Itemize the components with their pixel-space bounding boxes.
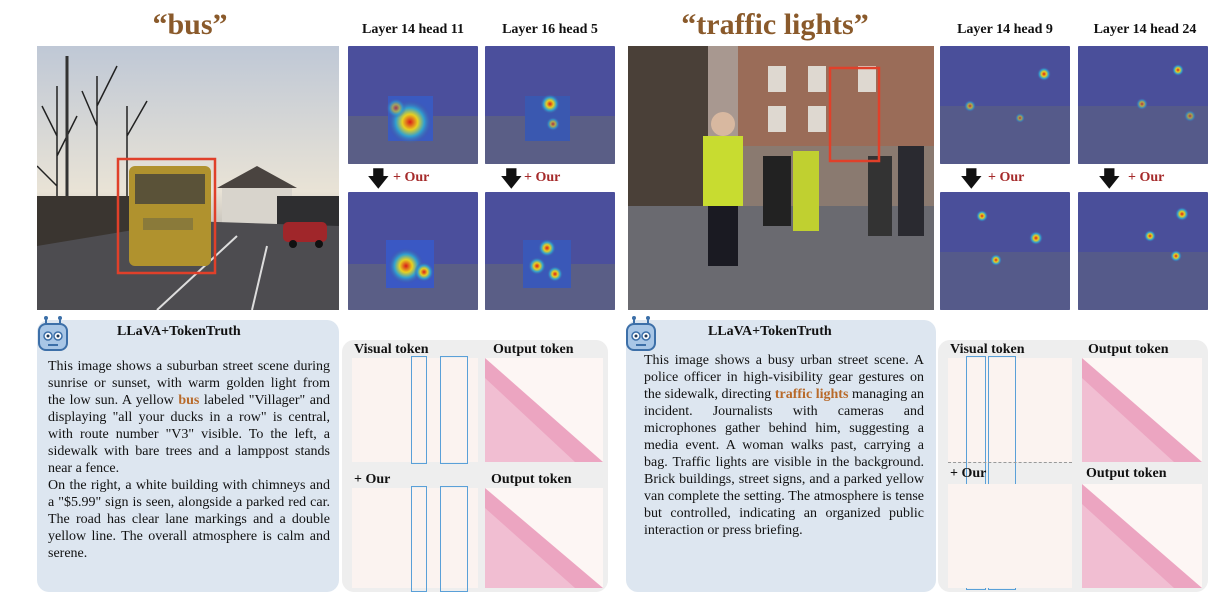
heatmap-l14h24-ours	[1078, 192, 1208, 310]
right-description	[644, 352, 924, 539]
heatmap-l16h5	[485, 46, 615, 164]
right-output-token-label: Output token	[1088, 342, 1169, 357]
right-visual-token-label: Visual token	[950, 342, 1025, 357]
right-desc-part-1: This image shows a busy urban street scene. A police officer in high-visibility gear gestures on the sidewalk, directing	[644, 353, 924, 402]
left-token-highlight-2	[440, 356, 468, 464]
right-output-token-label-2: Output token	[1086, 466, 1167, 481]
right-plus-our-token-label: + Our	[950, 466, 987, 481]
left-token-highlight-1	[411, 356, 427, 464]
arrow-down-icon: 🡇	[960, 166, 983, 191]
right-desc-part-3: managing an incident. Journalists with cameras and microphones gather behind him, suggesting a media event. A woman walks past, carrying a bag. Traffic lights are visible in the background. Brick buildings, street signs, and a parked yellow van complete the setting. The atmosphere is tense but controlled, indicating an organized public interaction or press briefing.	[644, 387, 924, 538]
right-divider	[948, 462, 1072, 463]
heatmap-l14h9	[940, 46, 1070, 164]
right-header-2: Layer 14 head 24	[1093, 22, 1197, 37]
right-title: “traffic lights”	[681, 8, 869, 41]
left-header-2: Layer 16 head 5	[502, 22, 598, 37]
heatmap-l14h11-ours	[348, 192, 478, 310]
left-plus-our-token-label: + Our	[354, 472, 391, 487]
left-output-token-map-1	[485, 358, 603, 462]
right-header-1: Layer 14 head 9	[957, 22, 1053, 37]
left-description	[48, 358, 330, 562]
right-visual-token-panel-2	[948, 484, 1072, 588]
right-plus-our-1: + Our	[988, 170, 1025, 185]
right-bot-label: LLaVA+TokenTruth	[708, 324, 832, 339]
left-plus-our-1: + Our	[393, 170, 430, 185]
left-plus-our-2: + Our	[524, 170, 561, 185]
left-output-token-label: Output token	[493, 342, 574, 357]
robot-icon	[36, 316, 70, 361]
left-output-token-map-2	[485, 488, 603, 588]
left-token-highlight-3	[411, 486, 427, 592]
street-photo	[628, 46, 934, 310]
right-desc-highlight: traffic lights	[774, 387, 849, 402]
left-output-token-label-2: Output token	[491, 472, 572, 487]
bus-photo	[37, 46, 339, 310]
left-desc-highlight: bus	[178, 393, 200, 408]
left-token-highlight-4	[440, 486, 468, 592]
heatmap-l14h9-ours	[940, 192, 1070, 310]
left-title: “bus”	[152, 8, 228, 41]
arrow-down-icon: 🡇	[500, 166, 523, 191]
heatmap-l14h11	[348, 46, 478, 164]
left-bot-label: LLaVA+TokenTruth	[117, 324, 241, 339]
left-desc-part-3: labeled "Villager" and displaying "all your ducks in a row" is central, with route number "V3" visible. To the left, a sidewalk with bare trees and a lamppost stands near a fence. On the right, a white building with chimneys and a "$5.99" sign is seen, alongside a parked red car. The road has clear lane markings and a double yellow line. The overall atmosphere is calm and serene.	[48, 393, 330, 561]
arrow-down-icon: 🡇	[1098, 166, 1121, 191]
left-visual-token-label: Visual token	[354, 342, 429, 357]
right-plus-our-2: + Our	[1128, 170, 1165, 185]
left-header-1: Layer 14 head 11	[361, 22, 465, 37]
left-desc-part-1: This image shows a suburban street scene during sunrise or sunset, with warm golden light from the low sun. A yellow	[48, 359, 330, 408]
heatmap-l16h5-ours	[485, 192, 615, 310]
arrow-down-icon: 🡇	[367, 166, 390, 191]
right-output-token-map-2	[1082, 484, 1202, 588]
heatmap-l14h24	[1078, 46, 1208, 164]
right-output-token-map-1	[1082, 358, 1202, 462]
